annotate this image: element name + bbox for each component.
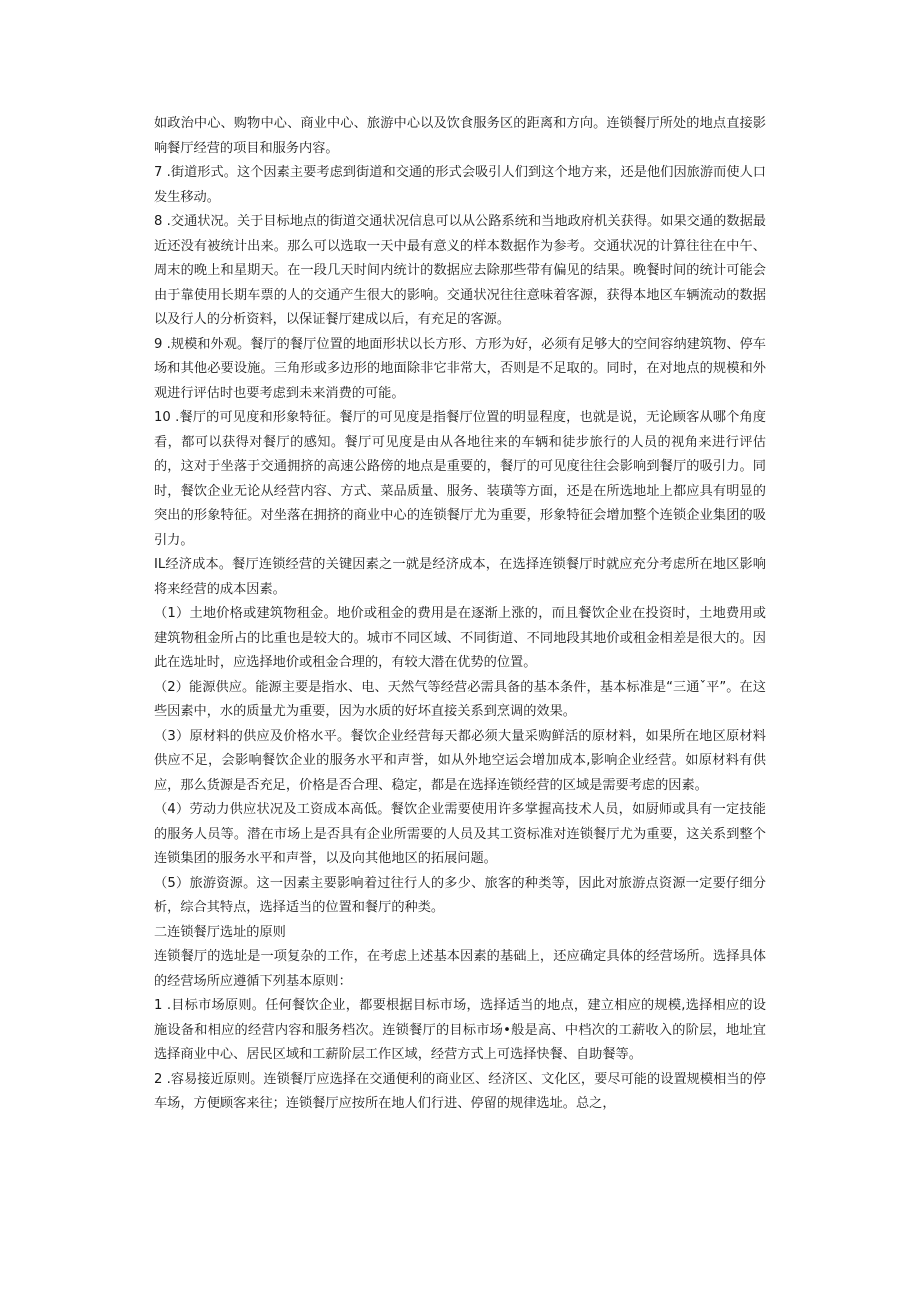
- paragraph-8-traffic: 8 .交通状况。关于目标地点的街道交通状况信息可以从公路系统和当地政府机关获得。如果交通的数据最近还没有被统计出来。那么可以选取一天中最有意义的样本数据作为参考。交通状况的计算往往在中午、周末的晚上和星期天。在一段几天时间内统计的数据应去除那些带有偏见的结果。晚餐时间的统计可能会由于靠使用长期车票的人的交通产生很大的影响。交通状况往往意味着客源，获得本地区车辆流动的数据以及行人的分析资料，以保证餐厅建成以后，有充足的客源。: [154, 214, 766, 327]
- paragraph-cost-4-labor: （4）劳动力供应状况及工资成本高低。餐饮企业需要使用许多掌握高技术人员，如厨师或具有一定技能的服务人员等。潜在市场上是否具有企业所需要的人员及其工资标准对连锁餐厅尤为重要，这关系到整个连锁集团的服务水平和声誉，以及向其他地区的拓展问题。: [154, 802, 766, 866]
- paragraph-principle-2-accessibility: 2 .容易接近原则。连锁餐厅应选择在交通便利的商业区、经济区、文化区，要尽可能的设置规模相当的停车场，方便顾客来往；连锁餐厅应按所在地人们行进、停留的规律选址。总之，: [154, 1071, 766, 1111]
- paragraph-10-visibility: 10 .餐厅的可见度和形象特征。餐厅的可见度是指餐厅位置的明显程度，也就是说，无论顾客从哪个角度看，都可以获得对餐厅的感知。餐厅可见度是由从各地往来的车辆和徒步旅行的人员的视角来进行评估的，这对于坐落于交通拥挤的高速公路傍的地点是重要的，餐厅的可见度往往会影响到餐厅的吸引力。同时，餐饮企业无论从经营内容、方式、菜品质量、服务、装璜等方面，还是在所选地址上都应具有明显的突出的形象特征。对坐落在拥挤的商业中心的连锁餐厅尤为重要，形象特征会增加整个连锁企业集团的吸引力。: [154, 410, 766, 548]
- paragraph-9-scale: 9 .规模和外观。餐厅的餐厅位置的地面形状以长方形、方形为好，必须有足够大的空间容纳建筑物、停车场和其他必要设施。三角形或多边形的地面除非它非常大，否则是不足取的。同时，在对地点的规模和外观进行评估时也要考虑到未来消费的可能。: [154, 336, 766, 401]
- paragraph-cost-5-tourism: （5）旅游资源。这一因素主要影响着过往行人的多少、旅客的种类等，因此对旅游点资源一定要仔细分析，综合其特点，选择适当的位置和餐厅的种类。: [154, 875, 766, 915]
- paragraph-7-street-form: 7 .街道形式。这个因素主要考虑到街道和交通的形式会吸引人们到这个地方来，还是他们因旅游而使人口发生移动。: [154, 165, 766, 205]
- section-heading-principles: 二连锁餐厅选址的原则: [154, 924, 286, 940]
- paragraph-intro: 如政治中心、购物中心、商业中心、旅游中心以及饮食服务区的距离和方向。连锁餐厅所处的地点直接影响餐厅经营的项目和服务内容。: [154, 116, 766, 156]
- document-body: [154, 112, 766, 1117]
- paragraph-principles-intro: 连锁餐厅的选址是一项复杂的工作，在考虑上述基本因素的基础上，还应确定具体的经营场所。选择具体的经营场所应遵循下列基本原则：: [154, 949, 766, 989]
- paragraph-11-cost: IL经济成本。餐厅连锁经营的关键因素之一就是经济成本，在选择连锁餐厅时就应充分考虑所在地区影响将来经营的成本因素。: [154, 557, 766, 597]
- paragraph-principle-1-target-market: 1 .目标市场原则。任何餐饮企业，都要根据目标市场，选择适当的地点，建立相应的规模,选择相应的设施设备和相应的经营内容和服务档次。连锁餐厅的目标市场•般是高、中档次的工薪收入的阶层，地址宜选择商业中心、居民区域和工薪阶层工作区域，经营方式上可选择快餐、自助餐等。: [154, 998, 766, 1062]
- paragraph-cost-1-land: （1）土地价格或建筑物租金。地价或租金的费用是在逐渐上涨的，而且餐饮企业在投资时，土地费用或建筑物租金所占的比重也是较大的。城市不同区域、不同街道、不同地段其地价或租金相差是很大的。因此在选址时，应选择地价或租金合理的，有较大潜在优势的位置。: [154, 606, 766, 670]
- paragraph-cost-2-energy: （2）能源供应。能源主要是指水、电、天然气等经营必需具备的基本条件，基本标准是“三通ˇ平”。在这些因素中，水的质量尤为重要，因为水质的好坏直接关系到烹调的效果。: [154, 679, 766, 719]
- paragraph-cost-3-materials: （3）原材料的供应及价格水平。餐饮企业经营每天都必须大量采购鲜活的原材料，如果所在地区原材料供应不足，会影响餐饮企业的服务水平和声誉，如从外地空运会增加成本,影响企业经营。如原材料有供应，那么货源是否充足，价格是否合理、稳定，都是在选择连锁经营的区域是需要考虑的因素。: [154, 728, 766, 793]
